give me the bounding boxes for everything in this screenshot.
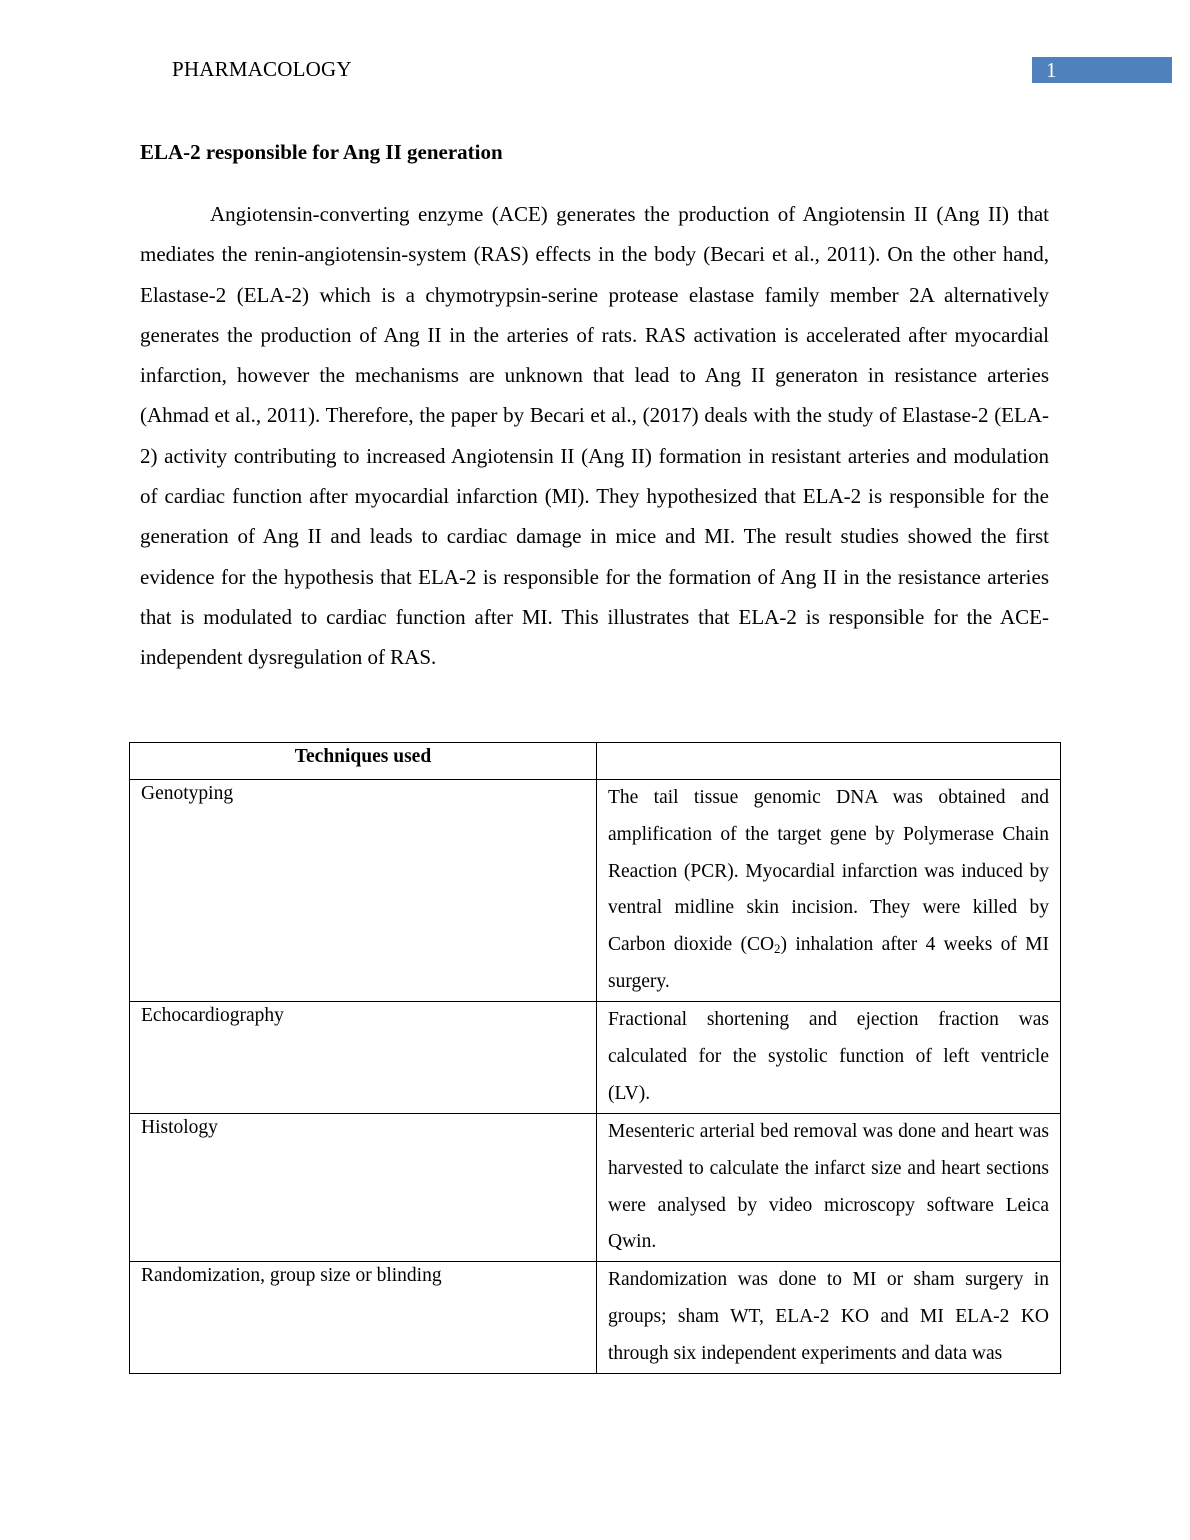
description-cell: [597, 780, 1061, 1002]
technique-cell: Genotyping: [130, 780, 597, 1002]
description-text: The tail tissue genomic DNA was obtained and amplification of the target gene by Polymerase Chain Reaction (PCR). Myocardial infarction was induced by ventral midline skin incision. They were killed by Carbon dioxide (CO: [608, 787, 1049, 956]
table-row: [130, 1114, 1061, 1262]
technique-cell: Histology: [130, 1114, 597, 1262]
table-row: [130, 780, 1061, 1002]
section-heading: ELA-2 responsible for Ang II generation: [140, 140, 503, 164]
technique-cell: Echocardiography: [130, 1002, 597, 1114]
body-paragraph: Angiotensin-converting enzyme (ACE) generates the production of Angiotensin II (Ang II) that mediates the renin-angiotensin-system (RAS) effects in the body (Becari et al., 2011). On the other hand, Elastase-2 (ELA-2) which is a chymotrypsin-serine protease elastase family member 2A alternatively generates the production of Ang II in the arteries of rats. RAS activation is accelerated after myocardial infarction, however the mechanisms are unknown that lead to Ang II generaton in resistance arteries (Ahmad et al., 2011). Therefore, the paper by Becari et al., (2017) deals with the study of Elastase-2 (ELA-2) activity contributing to increased Angiotensin II (Ang II) formation in resistant arteries and modulation of cardiac function after myocardial infarction (MI). They hypothesized that ELA-2 is responsible for the generation of Ang II and leads to cardiac damage in mice and MI. The result studies showed the first evidence for the hypothesis that ELA-2 is responsible for the formation of Ang II in the resistance arteries that is modulated to cardiac function after MI. This illustrates that ELA-2 is responsible for the ACE-independent dysregulation of RAS.: [140, 202, 1049, 670]
description-cell: Mesenteric arterial bed removal was done and heart was harvested to calculate the infarct size and heart sections were analysed by video microscopy software Leica Qwin.: [597, 1114, 1061, 1262]
subscript-2: 2: [774, 941, 781, 957]
table-header-techniques: Techniques used: [130, 743, 597, 780]
description-text: ) inhalation after 4 weeks of MI surgery.: [608, 934, 1049, 992]
table-header-description: [597, 743, 1061, 780]
technique-cell: Randomization, group size or blinding: [130, 1262, 597, 1373]
description-cell: Randomization was done to MI or sham surgery in groups; sham WT, ELA-2 KO and MI ELA-2 KO through six independent experiments and data was: [597, 1262, 1061, 1373]
table-row: [130, 1262, 1061, 1373]
table-header-row: [130, 743, 1061, 780]
table-row: [130, 1002, 1061, 1114]
running-header-title: PHARMACOLOGY: [172, 57, 352, 81]
techniques-table: [129, 742, 1061, 1374]
description-cell: Fractional shortening and ejection fraction was calculated for the systolic function of left ventricle (LV).: [597, 1002, 1061, 1114]
page-number: 1: [1032, 57, 1172, 83]
